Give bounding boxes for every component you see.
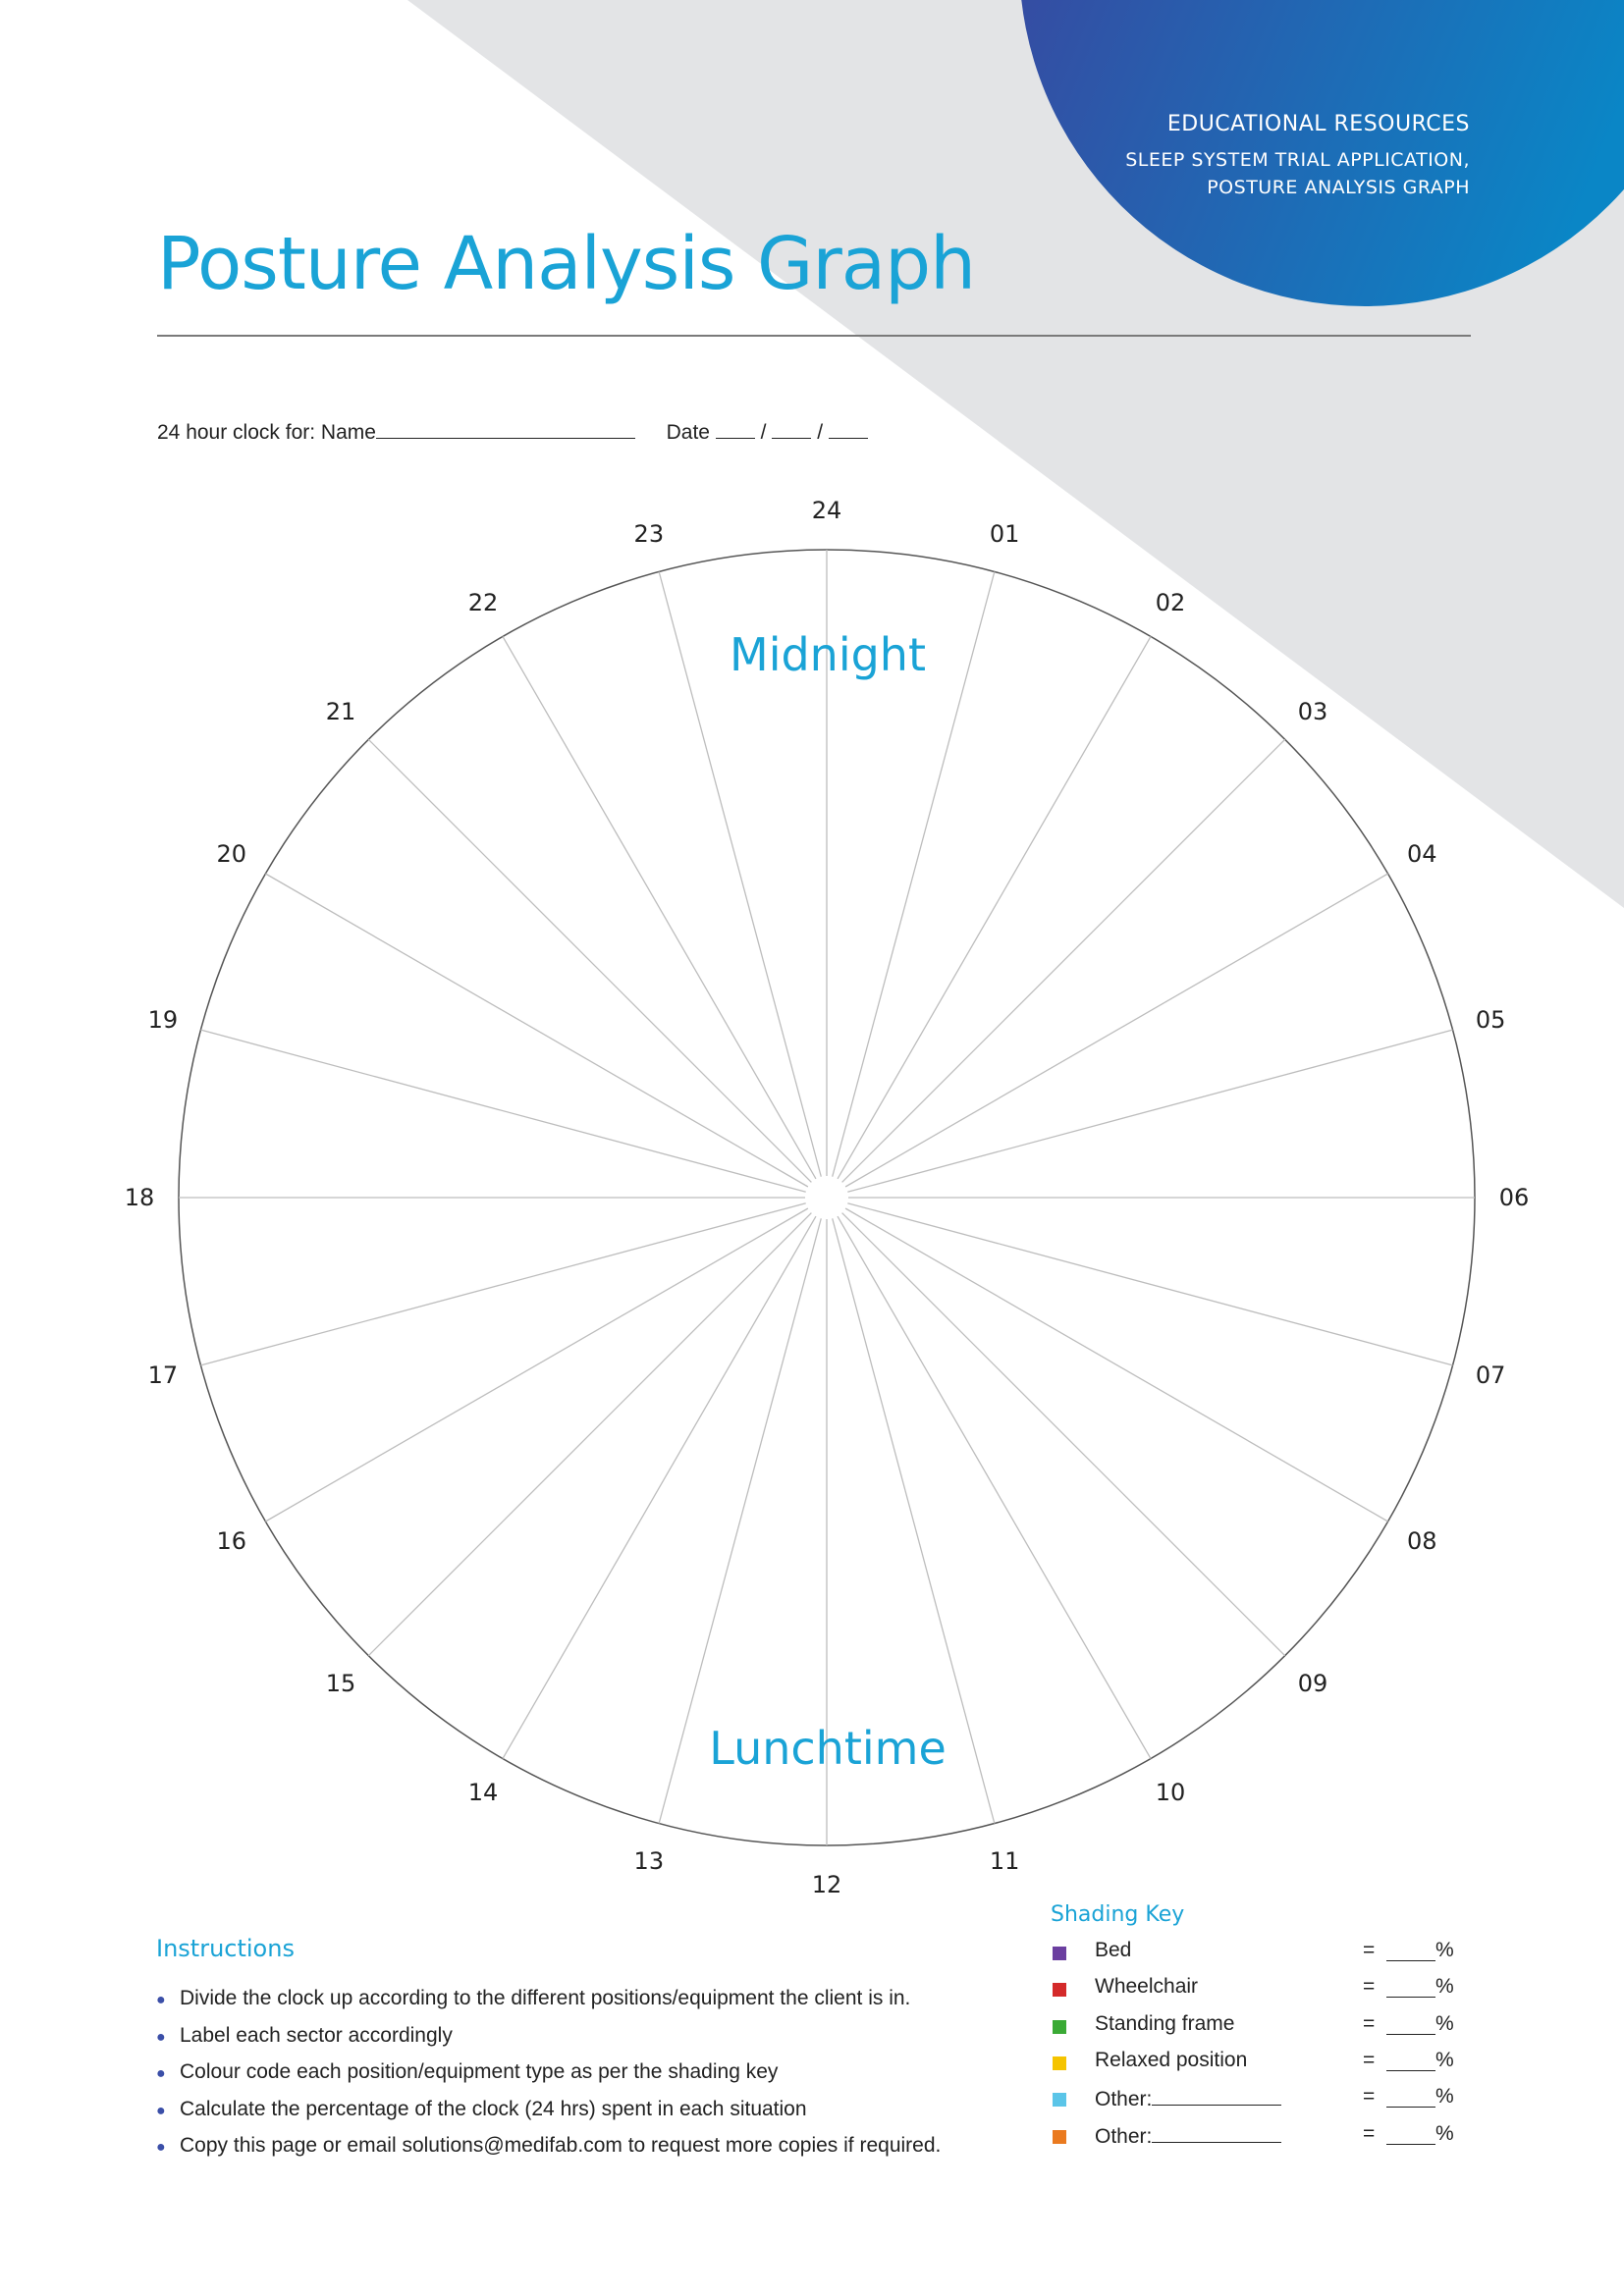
hour-label-17: 17	[147, 1362, 179, 1390]
percent-sign: %	[1435, 1975, 1454, 1999]
clock-spoke	[838, 636, 1151, 1179]
clock-spoke	[200, 1203, 805, 1365]
equals-sign: =	[1363, 2085, 1376, 2109]
hour-label-03: 03	[1297, 698, 1328, 726]
clock-spoke	[847, 1203, 1452, 1365]
hour-label-09: 09	[1297, 1669, 1328, 1697]
date-label: Date	[666, 421, 710, 444]
clock-spoke	[503, 1216, 816, 1759]
header-subtitle-line1: SLEEP SYSTEM TRIAL APPLICATION,	[1125, 149, 1470, 171]
bullet-icon: ●	[156, 2102, 166, 2119]
key-label: Other:	[1095, 2122, 1281, 2149]
hour-label-16: 16	[216, 1527, 247, 1555]
instruction-item	[156, 2018, 941, 2056]
hour-label-13: 13	[633, 1847, 665, 1876]
percent-sign: %	[1435, 1939, 1454, 1961]
instruction-item	[156, 1981, 941, 2018]
clock-spoke	[845, 1208, 1388, 1522]
hour-label-05: 05	[1475, 1005, 1506, 1034]
equals-sign: =	[1363, 1939, 1376, 1961]
hour-label-06: 06	[1498, 1184, 1530, 1211]
clock-center	[805, 1176, 848, 1219]
percent-sign: %	[1435, 2121, 1454, 2145]
key-label: Other:	[1095, 2085, 1281, 2111]
percentage-field[interactable]	[1386, 2122, 1435, 2145]
key-label: Bed	[1095, 1939, 1132, 1961]
clock-spoke	[265, 1208, 808, 1522]
color-swatch	[1053, 1947, 1066, 1960]
bullet-icon: ●	[156, 1992, 166, 2008]
hour-label-10: 10	[1155, 1779, 1186, 1807]
hour-label-20: 20	[216, 840, 247, 868]
color-swatch	[1053, 2020, 1066, 2034]
instructions-title: Instructions	[156, 1935, 295, 1962]
clock-spoke	[842, 739, 1285, 1182]
equals-sign: =	[1363, 2011, 1376, 2035]
percentage-field[interactable]	[1386, 2049, 1435, 2071]
shading-key-title: Shading Key	[1051, 1902, 1185, 1927]
name-label: 24 hour clock for: Name	[157, 421, 376, 444]
clock-spoke	[368, 1213, 811, 1656]
clock-spoke	[847, 1030, 1452, 1192]
date-separator: /	[760, 421, 767, 444]
clock-spoke	[265, 874, 808, 1187]
page-title: Posture Analysis Graph	[157, 222, 975, 306]
percentage-field[interactable]	[1386, 1939, 1435, 1961]
clock-spoke	[838, 1216, 1151, 1759]
key-label: Standing frame	[1095, 2011, 1235, 2035]
color-swatch	[1053, 2130, 1066, 2144]
bullet-icon: ●	[156, 2028, 166, 2046]
hour-label-01: 01	[989, 519, 1020, 548]
percentage-field[interactable]	[1386, 1975, 1435, 1998]
instruction-item	[156, 2092, 941, 2129]
hour-label-21: 21	[325, 698, 356, 726]
hour-label-22: 22	[467, 588, 499, 616]
other-label-field[interactable]	[1152, 2122, 1281, 2143]
other-label-field[interactable]	[1152, 2085, 1281, 2106]
clock-spoke	[842, 1213, 1285, 1656]
hour-label-08: 08	[1406, 1527, 1437, 1555]
header-category: EDUCATIONAL RESOURCES	[1166, 112, 1470, 136]
lunchtime-label: Lunchtime	[709, 1722, 947, 1775]
hour-label-15: 15	[325, 1669, 356, 1697]
hour-label-11: 11	[989, 1847, 1020, 1876]
header-subtitle-line2: POSTURE ANALYSIS GRAPH	[1207, 177, 1470, 198]
hour-label-02: 02	[1155, 588, 1186, 616]
color-swatch	[1053, 2056, 1066, 2070]
percent-sign: %	[1435, 2011, 1454, 2035]
date-separator: /	[817, 421, 824, 444]
hour-label-23: 23	[633, 519, 665, 548]
clock-spoke	[200, 1030, 805, 1192]
percent-sign: %	[1435, 2085, 1454, 2109]
percent-sign: %	[1435, 2048, 1454, 2071]
equals-sign: =	[1363, 1975, 1376, 1999]
percentage-field[interactable]	[1386, 2012, 1435, 2035]
instruction-text: Copy this page or email solutions@medifab.com to request more copies if required.	[180, 2134, 942, 2157]
hour-label-19: 19	[147, 1005, 179, 1034]
hour-label-14: 14	[467, 1779, 499, 1807]
key-label: Relaxed position	[1095, 2048, 1248, 2071]
equals-sign: =	[1363, 2121, 1376, 2145]
bullet-icon: ●	[156, 2065, 166, 2082]
color-swatch	[1053, 1983, 1066, 1997]
hour-label-18: 18	[124, 1184, 155, 1211]
hour-label-04: 04	[1406, 840, 1437, 868]
clock-spoke	[368, 739, 811, 1182]
midnight-label: Midnight	[730, 628, 926, 681]
instructions-list	[156, 1981, 941, 2165]
instruction-text: Calculate the percentage of the clock (24 hrs) spent in each situation	[180, 2097, 807, 2120]
bullet-icon: ●	[156, 2139, 166, 2156]
hour-label-12: 12	[811, 1871, 842, 1898]
instruction-text: Divide the clock up according to the different positions/equipment the client is in.	[180, 1987, 911, 2009]
clock-spoke	[503, 636, 816, 1179]
key-label: Wheelchair	[1095, 1975, 1199, 1999]
percentage-field[interactable]	[1386, 2085, 1435, 2108]
color-swatch	[1053, 2093, 1066, 2107]
clock-spoke	[845, 874, 1388, 1187]
instruction-item	[156, 2128, 941, 2165]
instruction-item	[156, 2055, 941, 2092]
hour-label-24: 24	[811, 497, 842, 524]
equals-sign: =	[1363, 2048, 1376, 2071]
instruction-text: Colour code each position/equipment type as per the shading key	[180, 2060, 779, 2083]
hour-label-07: 07	[1475, 1362, 1506, 1390]
instruction-text: Label each sector accordingly	[180, 2023, 453, 2047]
